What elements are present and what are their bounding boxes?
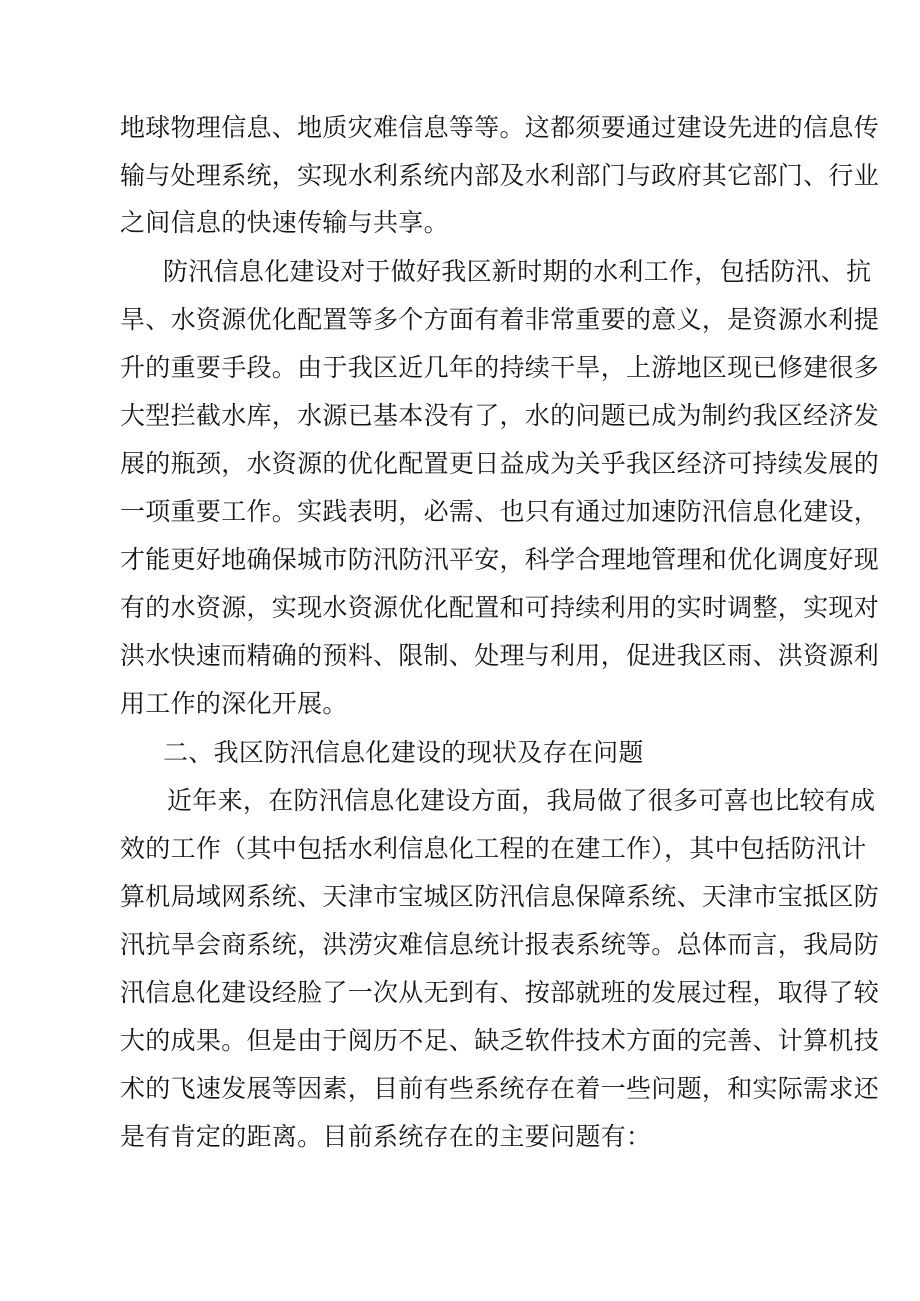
text-line: 是有肯定的距离。目前系统存在的主要问题有： xyxy=(120,1122,652,1151)
text-line: 防汛信息化建设对于做好我区新时期的水利工作，包括防汛、抗 xyxy=(163,257,872,286)
text-line: 地球物理信息、地质灾难信息等等。这都须要通过建设先进的信息传 xyxy=(120,113,880,142)
text-line: 有的水资源，实现水资源优化配置和可持续利用的实时调整，实现对 xyxy=(120,593,880,622)
text-line: 术的飞速发展等因素，目前有些系统存在着一些问题，和实际需求还 xyxy=(120,1074,880,1103)
text-line: 洪水快速而精确的预料、限制、处理与利用，促进我区雨、洪资源利 xyxy=(120,641,880,670)
text-line: 大型拦截水库，水源已基本没有了，水的问题已成为制约我区经济发 xyxy=(120,401,880,430)
section-heading: 二、我区防汛信息化建设的现状及存在问题 xyxy=(163,738,644,767)
text-line: 大的成果。但是由于阅历不足、缺乏软件技术方面的完善、计算机技 xyxy=(120,1026,880,1055)
text-line: 汛信息化建设经脸了一次从无到有、按部就班的发展过程，取得了较 xyxy=(120,978,880,1007)
text-line: 旱、水资源优化配置等多个方面有着非常重要的意义，是资源水利提 xyxy=(120,305,880,334)
text-line: 展的瓶颈，水资源的优化配置更日益成为关乎我区经济可持续发展的 xyxy=(120,449,880,478)
text-line: 之间信息的快速传输与共享。 xyxy=(120,208,449,237)
text-line: 一项重要工作。实践表明，必需、也只有通过加速防汛信息化建设， xyxy=(120,497,880,526)
text-line: 输与处理系统，实现水利系统内部及水利部门与政府其它部门、行业 xyxy=(120,161,880,190)
text-line: 才能更好地确保城市防汛防汛平安，科学合理地管理和优化调度好现 xyxy=(120,545,880,574)
text-line: 近年来，在防汛信息化建设方面，我局做了很多可喜也比较有成 xyxy=(167,786,876,815)
text-line: 效的工作（其中包括水利信息化工程的在建工作），其中包括防汛计 xyxy=(120,834,867,863)
text-line: 用工作的深化开展。 xyxy=(120,689,348,718)
text-line: 升的重要手段。由于我区近几年的持续干旱，上游地区现已修建很多 xyxy=(120,353,880,382)
text-line: 算机局域网系统、天津市宝城区防汛信息保障系统、天津市宝抵区防 xyxy=(120,882,880,911)
text-line: 汛抗旱会商系统，洪涝灾难信息统计报表系统等。总体而言，我局防 xyxy=(120,930,880,959)
